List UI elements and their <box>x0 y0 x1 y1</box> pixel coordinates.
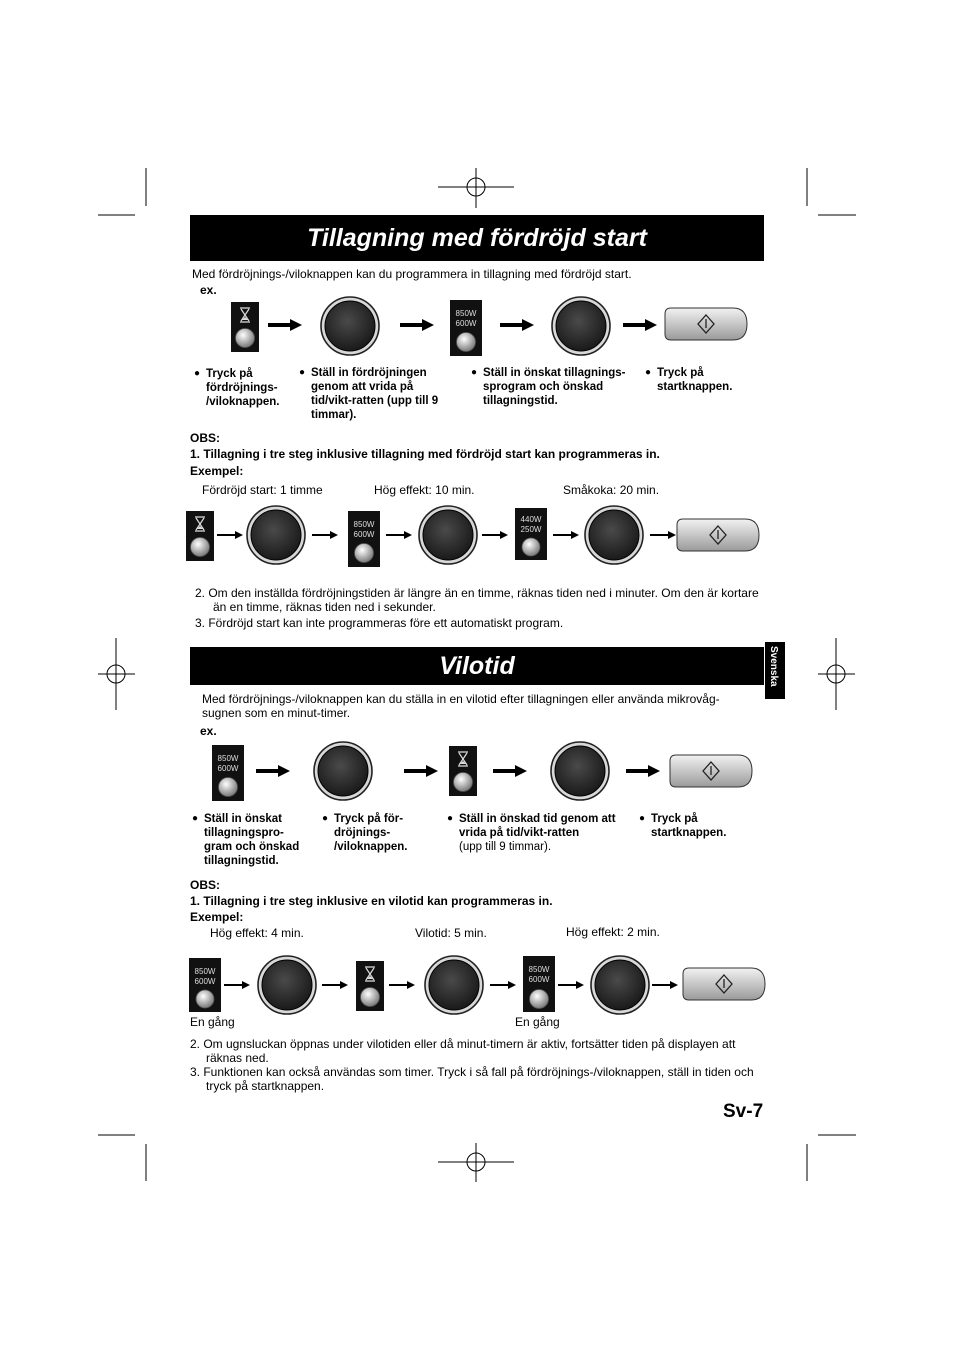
arrow-right-icon <box>400 319 434 331</box>
start-button-icon <box>683 968 765 1000</box>
power-label: 600W <box>217 764 239 773</box>
step-text: ● Tryck på fördröjnings- /viloknappen. <box>194 368 280 408</box>
start-button-icon <box>670 755 752 787</box>
page-number: Sv-7 <box>723 1101 764 1122</box>
power-label: 850W <box>217 754 239 763</box>
bullet-icon: ● <box>299 367 306 378</box>
step-text: ● Ställ in fördröjningen genom att vrida på tid/vikt-ratten (upp till 9 timmar). <box>299 367 439 421</box>
power-label: 440W <box>520 515 542 524</box>
arrow-right-icon <box>500 319 534 331</box>
power-label: 850W <box>353 520 375 529</box>
step-text: ● Tryck på startknappen. <box>645 367 733 393</box>
power-label: 600W <box>455 319 477 328</box>
step-text: ● Tryck på startknappen. <box>639 813 727 839</box>
arrow-right-icon <box>404 765 438 777</box>
power-level-button-icon <box>212 745 244 801</box>
arrow-right-icon <box>312 531 338 539</box>
power-label: 600W <box>194 977 216 986</box>
ex-label: ex. <box>200 283 217 297</box>
dial-icon <box>552 297 610 355</box>
sequence-delay-start <box>231 297 747 356</box>
start-button-icon <box>677 519 759 551</box>
dial-icon <box>321 297 379 355</box>
arrow-right-icon <box>558 981 584 989</box>
section-title-delayed-start: Tillagning med fördröjd start <box>190 215 764 261</box>
dial-icon <box>247 506 305 564</box>
example-caption: Vilotid: 5 min. <box>415 926 487 940</box>
power-label: 850W <box>455 309 477 318</box>
arrow-right-icon <box>217 531 243 539</box>
bullet-icon: ● <box>194 368 201 379</box>
note-3: 3. Funktionen kan också användas som timer. Tryck i så fall på fördröjnings-/viloknappen, ställ in tiden och tryck på startknappen. <box>190 1065 754 1093</box>
power-label: 850W <box>528 965 550 974</box>
arrow-right-icon <box>322 981 348 989</box>
power-level-button-icon <box>515 508 547 560</box>
bullet-icon: ● <box>645 367 652 378</box>
step-text: ● Ställ in önskat tillagningspro- gram och önskad tillagningstid. <box>192 813 300 867</box>
sequence-standing-time-example <box>189 956 765 1014</box>
example-caption: Hög effekt: 10 min. <box>374 483 475 497</box>
note-2: 2. Om den inställda fördröjningstiden är längre än en timme, räknas tiden ned i minuter. Om den är kortare än en timme, räknas tiden ned i sekunder. <box>195 586 759 614</box>
arrow-right-icon <box>623 319 657 331</box>
power-level-button-icon <box>348 511 380 567</box>
example-caption: Fördröjd start: 1 timme <box>202 483 323 497</box>
once-label: En gång <box>515 1015 560 1029</box>
obs-label: OBS: <box>190 431 220 445</box>
sequence-standing-time <box>212 742 752 801</box>
power-label: 850W <box>194 967 216 976</box>
power-level-button-icon <box>523 956 555 1012</box>
example-caption: Småkoka: 20 min. <box>563 483 660 497</box>
step-text: ● Ställ in önskad tid genom att vrida på tid/vikt-ratten (upp till 9 timmar). <box>447 813 616 853</box>
ex-label: ex. <box>200 724 217 738</box>
note-2: 2. Om ugnsluckan öppnas under vilotiden eller då minut-timern är aktiv, fortsätter tiden på displayen att räknas ned. <box>190 1037 736 1065</box>
arrow-right-icon <box>626 765 660 777</box>
dial-icon <box>551 742 609 800</box>
bullet-icon: ● <box>447 813 454 824</box>
once-label: En gång <box>190 1015 235 1029</box>
arrow-right-icon <box>650 531 676 539</box>
example-label: Exempel: <box>190 910 244 924</box>
dial-icon <box>419 506 477 564</box>
section-intro: Med fördröjnings-/viloknappen kan du ställa in en vilotid efter tillagningen eller använda mikrovåg- sugnen som en minut-timer. <box>202 692 720 720</box>
example-caption: Hög effekt: 4 min. <box>210 926 304 940</box>
power-level-button-icon <box>450 300 482 356</box>
arrow-right-icon <box>482 531 508 539</box>
dial-icon <box>591 956 649 1014</box>
arrow-right-icon <box>389 981 415 989</box>
bullet-icon: ● <box>471 367 478 378</box>
obs-label: OBS: <box>190 878 220 892</box>
power-level-button-icon <box>189 958 221 1012</box>
example-caption: Hög effekt: 2 min. <box>566 925 660 939</box>
power-label: 600W <box>353 530 375 539</box>
language-tab: Svenska <box>765 642 785 699</box>
step-text: ● Ställ in önskat tillagnings- sprogram och önskad tillagningstid. <box>471 367 626 407</box>
start-button-icon <box>665 308 747 340</box>
dial-icon <box>425 956 483 1014</box>
arrow-right-icon <box>553 531 579 539</box>
hourglass-icon <box>356 961 384 1011</box>
obs-note: 1. Tillagning i tre steg inklusive en vilotid kan programmeras in. <box>190 894 553 908</box>
power-label: 600W <box>528 975 550 984</box>
section-title-standing-time: Vilotid <box>190 647 764 685</box>
arrow-right-icon <box>490 981 516 989</box>
section-intro: Med fördröjnings-/viloknappen kan du programmera in tillagning med fördröjd start. <box>192 267 632 281</box>
example-label: Exempel: <box>190 464 244 478</box>
note-3: 3. Fördröjd start kan inte programmeras före ett automatiskt program. <box>195 616 564 630</box>
arrow-right-icon <box>652 981 678 989</box>
hourglass-icon <box>231 302 259 352</box>
hourglass-icon <box>186 511 214 561</box>
dial-icon <box>258 956 316 1014</box>
arrow-right-icon <box>386 531 412 539</box>
bullet-icon: ● <box>639 813 646 824</box>
sequence-delay-start-example <box>186 506 759 567</box>
hourglass-icon <box>449 746 477 796</box>
dial-icon <box>585 506 643 564</box>
arrow-right-icon <box>256 765 290 777</box>
bullet-icon: ● <box>322 813 329 824</box>
step-text: ● Tryck på för- dröjnings- /viloknappen. <box>322 813 408 853</box>
arrow-right-icon <box>493 765 527 777</box>
arrow-right-icon <box>224 981 250 989</box>
power-label: 250W <box>520 525 542 534</box>
dial-icon <box>314 742 372 800</box>
obs-note: 1. Tillagning i tre steg inklusive tillagning med fördröjd start kan programmeras in. <box>190 447 660 461</box>
bullet-icon: ● <box>192 813 199 824</box>
arrow-right-icon <box>268 319 302 331</box>
